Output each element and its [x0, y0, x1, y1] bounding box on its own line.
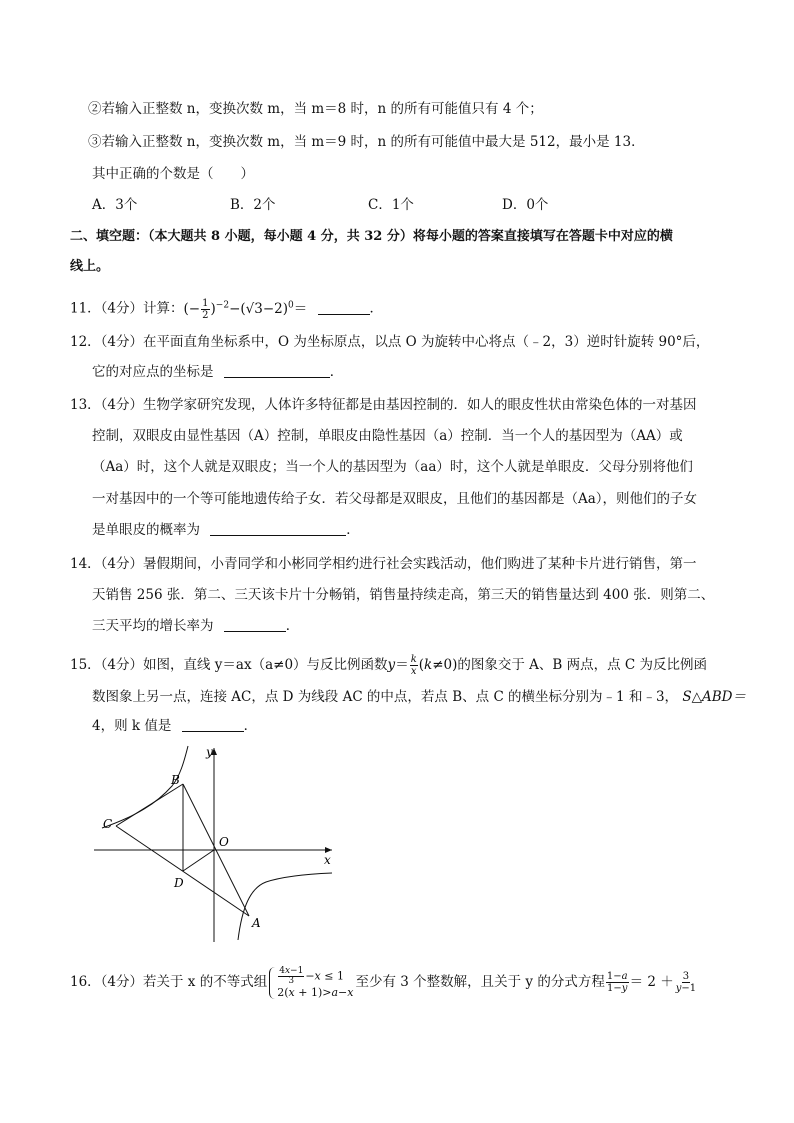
label-o: O [219, 835, 229, 849]
label-y: y [206, 745, 213, 759]
question-11 [70, 296, 383, 321]
choice-c: C．1个 [368, 197, 414, 213]
q15-answer-blank[interactable] [182, 717, 244, 732]
question-15-line2 [92, 688, 746, 706]
question-14-line2: 天销售 256 张．第二、三天该卡片十分畅销，销售量持续走高，第三天的销售量达到 400 张．则第二、 [92, 587, 715, 603]
q12-tail: ． [329, 364, 344, 380]
question-13-line1: 13．（4分）生物学家研究发现，人体许多特征都是由基因控制的．如人的眼皮性状由常染色体的一对基因 [70, 397, 697, 413]
q13-answer-blank[interactable] [210, 521, 346, 536]
q15-stem-c: 4，则 k 值是 [92, 718, 172, 734]
option-3-text: ③若输入正整数 n，变换次数 m，当 m＝9 时，n 的所有可能值中最大是 512，最小是 13． [88, 134, 645, 150]
choice-b: B．2个 [230, 197, 276, 213]
section-title-cont: 线上。 [70, 259, 110, 274]
label-b: B [171, 773, 180, 787]
q15-function: y＝ $\frac{k}{x}$ (k≠0) [387, 654, 458, 677]
q16-equation: $\frac{1-a}{1-y}$ ＝ 2 ＋ $\frac{3}{y-1}$ [606, 971, 697, 994]
section-title: 二、填空题：（本大题共 8 小题，每小题 4 分，共 32 分）将每小题的答案直接填写在答题卡中对应的横 [70, 229, 673, 244]
q13-tail: ． [346, 522, 360, 538]
segment-cb [116, 784, 183, 826]
q11-answer-blank[interactable] [318, 300, 370, 315]
question-prompt: 其中正确的个数是（ ） [92, 166, 254, 182]
label-d: D [174, 876, 184, 890]
q15-stem-a: 15．（4分）如图，直线 y＝ax（a≠0）与反比例函数 [70, 657, 388, 673]
option-2-text: ②若输入正整数 n，变换次数 m，当 m＝8 时，n 的所有可能值只有 4 个； [88, 101, 543, 117]
coordinate-figure [88, 742, 338, 944]
q11-expression: (− $\frac{1}{2}$ )$^{-2}-(√3-2)^0=$ [183, 297, 308, 321]
q12-stem: 它的对应点的坐标是 [92, 364, 214, 380]
choice-a: A．3个 [92, 197, 138, 213]
segment-do [183, 850, 214, 871]
q16-eq-mid: ＝ 2 ＋ [629, 974, 674, 990]
q15-tail: ． [243, 718, 258, 734]
q14-answer-blank[interactable] [224, 617, 286, 632]
q13-stem: 是单眼皮的概率为 [92, 522, 200, 538]
question-15-line1 [70, 654, 707, 677]
hyperbola-left-branch [102, 746, 188, 828]
q14-stem: 三天平均的增长率为 [92, 618, 214, 634]
q15-stem-b: 的图象交于 A、B 两点，点 C 为反比例函 [457, 657, 708, 673]
question-15-line3 [92, 717, 257, 735]
question-14-line3 [92, 617, 299, 635]
question-12-line2 [92, 363, 343, 381]
q12-answer-blank[interactable] [224, 363, 330, 378]
question-13-line3: （Aa）时，这个人就是双眼皮；当一个人的基因型为（aa）时，这个人就是单眼皮．父母分别将他们 [92, 459, 693, 475]
label-a: A [252, 916, 261, 930]
q16-inequality-system: $\frac{4x-1}{3}$ −x ≤ 1 2(x + 1)>a−x [269, 967, 353, 999]
q16-stem-b: 至少有 3 个整数解，且关于 y 的分式方程 [355, 974, 605, 990]
label-x: x [324, 853, 331, 867]
q14-tail: ． [285, 618, 300, 634]
label-c: C [103, 817, 113, 831]
q11-stem: 11．（4分）计算： [70, 300, 184, 317]
q15-area: S△ABD＝ [682, 689, 746, 705]
question-14-line1: 14．（4分）暑假期间，小青同学和小彬同学相约进行社会实践活动，他们购进了某种卡片进行销售，第一 [70, 556, 697, 572]
question-13-line4: 一对基因中的一个等可能地遗传给子女．若父母都是双眼皮，且他们的基因都是（Aa），则他们的子女 [92, 491, 698, 507]
q16-stem-a: 16．（4分）若关于 x 的不等式组 [70, 974, 268, 990]
question-12-line1: 12．（4分）在平面直角坐标系中，O 为坐标原点，以点 O 为旋转中心将点（﹣2，3）逆时针旋转 90°后， [70, 334, 710, 350]
question-13-line5 [92, 521, 360, 539]
q11-tail: ． [369, 300, 384, 317]
question-13-line2: 控制，双眼皮由显性基因（A）控制，单眼皮由隐性基因（a）控制．当一个人的基因型为（AA）或 [92, 428, 683, 444]
q15-line2-text: 数图象上另一点，连接 AC，点 D 为线段 AC 的中点，若点 B、点 C 的横坐标分别为﹣1 和﹣3， [92, 689, 679, 705]
choice-d: D．0个 [502, 197, 549, 213]
question-16 [70, 966, 698, 999]
